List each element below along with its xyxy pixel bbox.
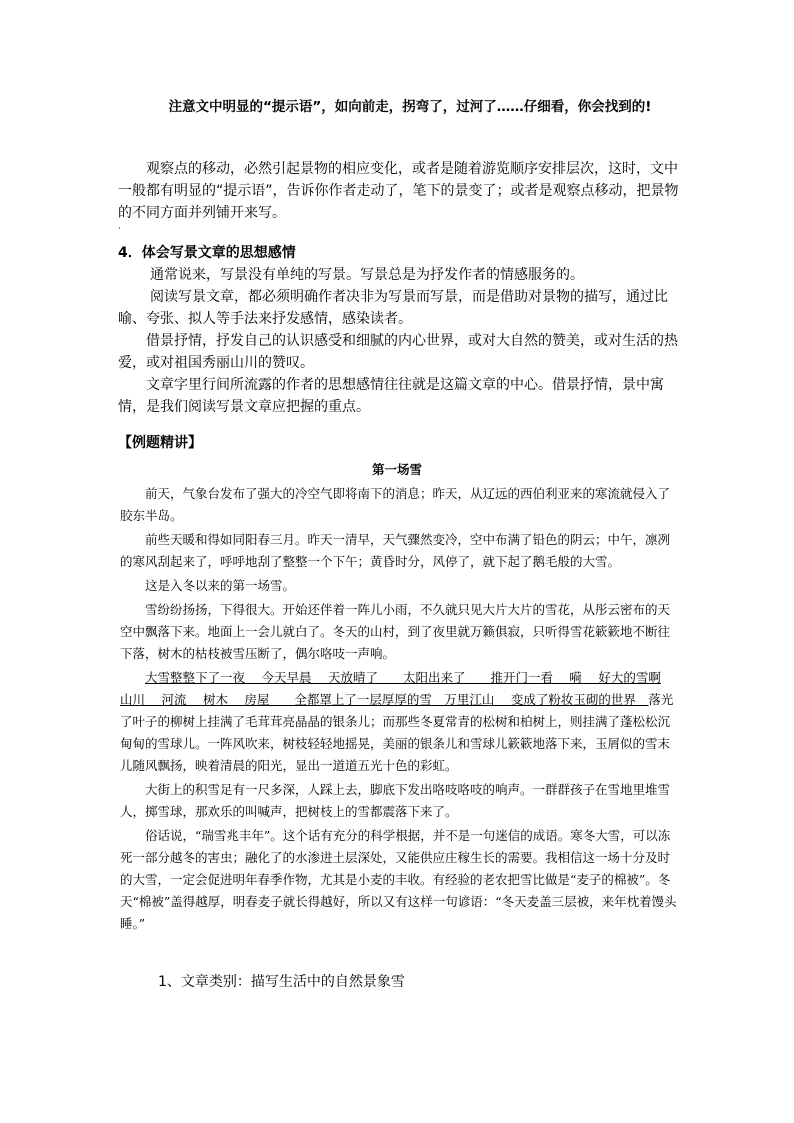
essay-paragraph: 前些天暖和得如同阳春三月。昨天一清早，天气骤然变冷，空中布满了铅色的阴云；中午，凛冽的寒风刮起来了，呼呼地刮了整整一个下午；黄昏时分，风停了，就下起了鹅毛般的大雪。 — [120, 532, 671, 569]
essay-paragraph: 俗话说，“瑞雪兆丰年”。这个话有充分的科学根据，并不是一句迷信的成语。寒冬大雪，可以冻死一部分越冬的害虫；融化了的水渗进土层深处，又能供应庄稼生长的需要。我相信这一场十分及时的大雪，一定会促进明年春季作物，尤其是小麦的丰收。有经验的老农把雪比做是“麦子的棉被”。冬天“棉被”盖得越厚，明春麦子就长得越好，所以又有这样一句谚语：“冬天麦盖三层被，来年枕着馒头睡。” — [120, 828, 677, 931]
hint-note: 注意文中明显的“提示语”，如向前走，拐弯了，过河了……仔细看，你会找到的! — [168, 99, 652, 115]
underlined-passage: 大雪整整下了一夜 今天早晨 天放晴了 太阳出来了 推开门一看 嗬 好大的雪啊 山川 河流 树木 房屋 全都罩上了一层厚厚的雪 万里江山 变成了粉妆玉砌的世界 — [120, 670, 661, 707]
essay-body — [120, 483, 677, 935]
essay-title: 第一场雪 — [371, 462, 422, 477]
essay-paragraph: 雪纷纷扬扬，下得很大。开始还伴着一阵儿小雨，不久就只见大片大片的雪花，从彤云密布的天空中飘落下来。地面上一会儿就白了。冬天的山村，到了夜里就万籁俱寂，只听得雪花簌簌地不断往下落，树木的枯枝被雪压断了，偶尔咯吱一声响。 — [120, 602, 671, 661]
tick-mark: · — [118, 224, 121, 234]
example-label: 【例题精讲】 — [118, 435, 202, 451]
section-paragraph: 文章字里行间所流露的作者的思想感情往往就是这篇文章的中心。借景抒情，景中寓情，是我们阅读写景文章应把握的重点。 — [118, 377, 664, 415]
section-paragraph: 借景抒情，抒发自己的认识感受和细腻的内心世界，或对大自然的赞美，或对生活的热爱，或对祖国秀丽山川的赞叹。 — [118, 333, 678, 371]
section-paragraph: 阅读写景文章，都必须明确作者决非为写景而写景，而是借助对景物的描写，通过比喻、夸张、拟人等手法来抒发感情，感染读者。 — [118, 289, 668, 327]
essay-text: 落光了叶子的柳树上挂满了毛茸茸亮晶晶的银条儿；而那些冬夏常青的松树和柏树上，则挂满了蓬松松沉甸甸的雪球儿。一阵风吹来，树枝轻轻地摇晃，美丽的银条儿和雪球儿簌簌地落下来，玉屑似的雪末儿随风飘扬，映着清晨的阳光，显出一道道五光十色的彩虹。 — [120, 692, 674, 773]
article-category: 1、文章类别：描写生活中的自然景象雪 — [158, 974, 405, 990]
essay-paragraph: 这是入冬以来的第一场雪。 — [145, 578, 296, 593]
section-heading: 4．体会写景文章的思想感情 — [118, 245, 296, 261]
essay-paragraph — [120, 667, 677, 777]
observation-paragraph: 观察点的移动，必然引起景物的相应变化，或者是随着游览顺序安排层次，这时，文中一般都有明显的“提示语”，告诉你作者走动了，笔下的景变了；或者是观察点移动，把景物的不同方面并列铺开来写。 — [118, 161, 679, 221]
section-paragraph: 通常说来，写景没有单纯的写景。写景总是为抒发作者的情感服务的。 — [150, 267, 584, 283]
essay-paragraph: 前天，气象台发布了强大的冷空气即将南下的消息；昨天，从辽远的西伯利亚来的寒流就侵入了胶东半岛。 — [120, 486, 671, 523]
essay-paragraph: 大街上的积雪足有一尺多深，人踩上去，脚底下发出咯吱咯吱的响声。一群群孩子在雪地里堆雪人，掷雪球，那欢乐的叫喊声，把树枝上的雪都震落下来了。 — [120, 782, 671, 819]
